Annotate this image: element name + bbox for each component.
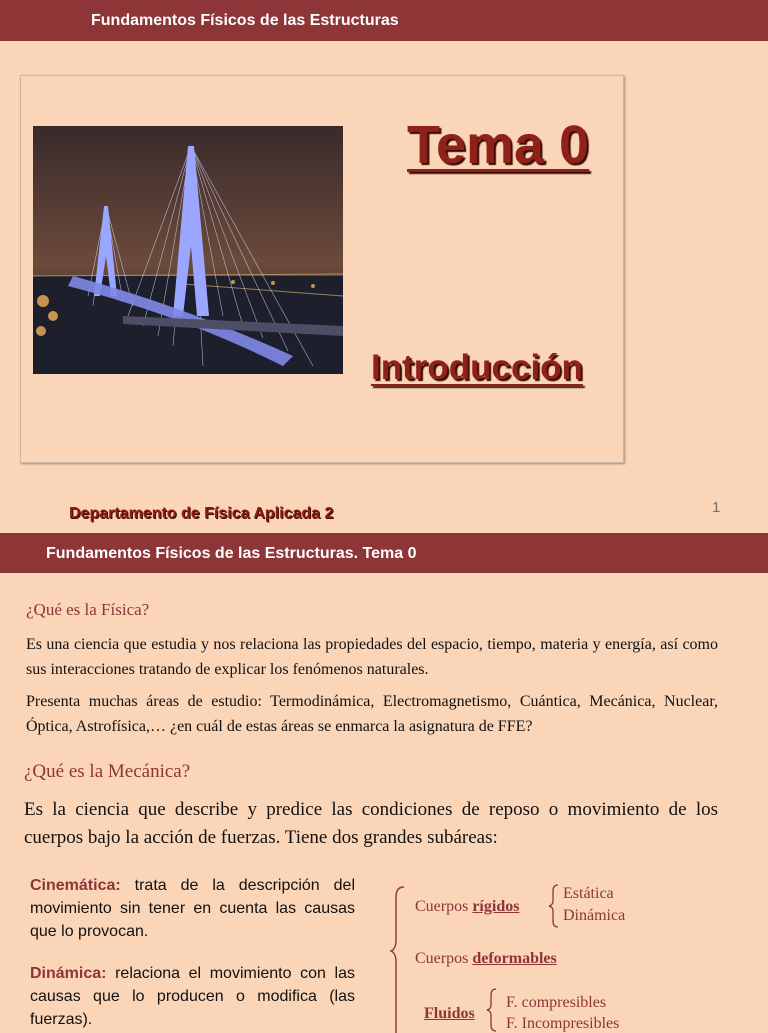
tree-estatica: Estática <box>563 885 614 902</box>
slide2-header-text: Fundamentos Físicos de las Estructuras. Tema 0 <box>46 545 417 562</box>
main-brace-icon <box>390 885 406 1024</box>
tree-deformable-bodies <box>415 950 557 968</box>
tree-fluids <box>424 1005 475 1023</box>
rigidos-prefix: Cuerpos <box>415 898 469 915</box>
tree-dinamica: Dinámica <box>563 907 626 924</box>
bridge-photo <box>33 126 343 374</box>
rigidos-word: rígidos <box>472 898 520 915</box>
title-slide <box>20 75 624 463</box>
deformables-word: deformables <box>472 950 557 967</box>
cinematica-definition <box>30 874 355 943</box>
page-number: 1 <box>712 499 721 516</box>
slide-subtitle: Introducción <box>371 348 583 387</box>
cinematica-term: Cinemática: <box>30 877 121 894</box>
fluidos-word: Fluidos <box>424 1005 475 1022</box>
cinematica-text: trata de la descripción del movimiento sin tener en cuenta las causas que lo provocan. <box>30 877 355 940</box>
rigid-brace-icon <box>548 884 560 928</box>
dinamica-text: relaciona el movimiento con las causas que lo producen o modifica (las fuerzas). <box>30 965 355 1028</box>
dinamica-term: Dinámica: <box>30 965 107 982</box>
tree-compresibles: F. compresibles <box>506 994 607 1011</box>
dinamica-definition <box>30 962 355 1031</box>
question-fisica: ¿Qué es la Física? <box>26 600 150 619</box>
tree-incompresibles: F. Incompresibles <box>506 1015 620 1032</box>
paragraph-mecanica: Es la ciencia que describe y predice las condiciones de reposo o movimiento de los cuerpos bajo la acción de fuerzas. Tiene dos grandes subáreas: <box>24 799 718 848</box>
slide1-header-text: Fundamentos Físicos de las Estructuras <box>91 12 399 29</box>
slide2-header-bar <box>0 533 768 573</box>
department-label: Departamento de Física Aplicada 2 <box>69 505 334 522</box>
slide-title: Tema 0 <box>407 115 590 175</box>
paragraph-fisica-areas: Presenta muchas áreas de estudio: Termodinámica, Electromagnetismo, Cuántica, Mecánica, Nuclear, Óptica, Astrofísica,… ¿en cuál de estas áreas se enmarca la asignatura de FFE? <box>26 693 718 735</box>
deformables-prefix: Cuerpos <box>415 950 469 967</box>
paragraph-fisica-definition: Es una ciencia que estudia y nos relaciona las propiedades del espacio, tiempo, materia y energía, así como sus interacciones tratando de explicar los fenómenos naturales. <box>26 636 718 678</box>
fluids-brace-icon <box>486 988 498 1032</box>
question-mecanica: ¿Qué es la Mecánica? <box>24 761 191 782</box>
tree-rigid-bodies <box>415 898 519 916</box>
slide1-header-bar <box>0 0 768 41</box>
